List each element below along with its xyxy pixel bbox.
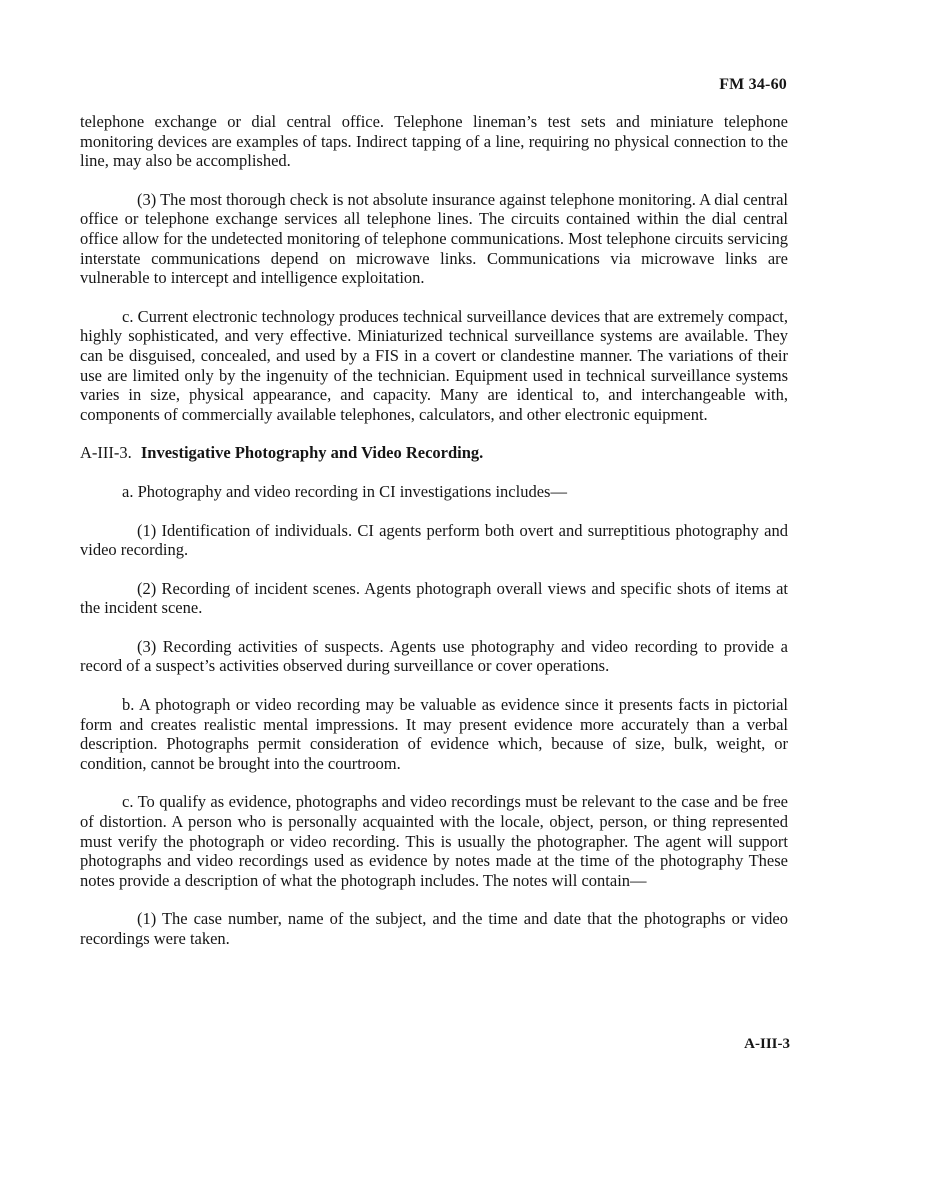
paragraph-qualify-as-evidence: c. To qualify as evidence, photographs and video recordings must be relevant to the case and be free of distortion. A person who is personally acquainted with the locale, object, person, or thing represented must verify the photograph or video recording. This is usually the photographer. The agent will support photographs and video recordings used as evidence by notes made at the time of the photography These notes provide a description of what the photograph includes. The notes will contain— <box>80 792 788 890</box>
document-body <box>80 112 788 968</box>
section-heading-title: Investigative Photography and Video Recording. <box>140 443 484 463</box>
paragraph-photograph-as-evidence: b. A photograph or video recording may be valuable as evidence since it presents facts in pictorial form and creates realistic mental impressions. It may present evidence more accurately than a verbal description. Photographs permit consideration of evidence which, because of size, bulk, weight, or condition, cannot be brought into the courtroom. <box>80 695 788 773</box>
page-header-doc-number: FM 34-60 <box>719 76 787 93</box>
paragraph-recording-incident-scenes: (2) Recording of incident scenes. Agents photograph overall views and specific shots of items at the incident scene. <box>80 578 788 618</box>
paragraph-identification-of-individuals: (1) Identification of individuals. CI agents perform both overt and surreptitious photography and video recording. <box>80 520 788 560</box>
paragraph-telephone-exchange: telephone exchange or dial central office. Telephone lineman’s test sets and miniature telephone monitoring devices are examples of taps. Indirect tapping of a line, requiring no physical connection to the line, may also be accomplished. <box>80 112 788 171</box>
paragraph-recording-activities-of-suspects: (3) Recording activities of suspects. Agents use photography and video recording to provide a record of a suspect’s activities observed during surveillance or cover operations. <box>80 636 788 676</box>
paragraph-thorough-check: (3) The most thorough check is not absolute insurance against telephone monitoring. A dial central office or telephone exchange services all telephone lines. The circuits contained within the dial central office allow for the undetected monitoring of telephone communications. Most telephone circuits servicing interstate communications depend on microwave links. Communications via microwave links are vulnerable to intercept and intelligence exploitation. <box>80 189 788 288</box>
section-heading-number: A-III-3. <box>80 443 132 463</box>
section-heading <box>80 443 788 463</box>
paragraph-current-electronic-technology: c. Current electronic technology produces technical surveillance devices that are extremely compact, highly sophisticated, and very effective. Miniaturized technical surveillance systems are available. They can be disguised, concealed, and used by a FIS in a covert or clandestine manner. The variations of their use are limited only by the ingenuity of the technician. Equipment used in technical surveillance systems varies in size, physical appearance, and capacity. Many are identical to, and interchangeable with, components of commercially available telephones, calculators, and other electronic equipment. <box>80 306 788 424</box>
paragraph-case-number-notes: (1) The case number, name of the subject, and the time and date that the photographs or video recordings were taken. <box>80 909 788 948</box>
page-footer-page-number: A-III-3 <box>744 1036 790 1052</box>
paragraph-photography-includes: a. Photography and video recording in CI investigations includes— <box>122 481 567 501</box>
